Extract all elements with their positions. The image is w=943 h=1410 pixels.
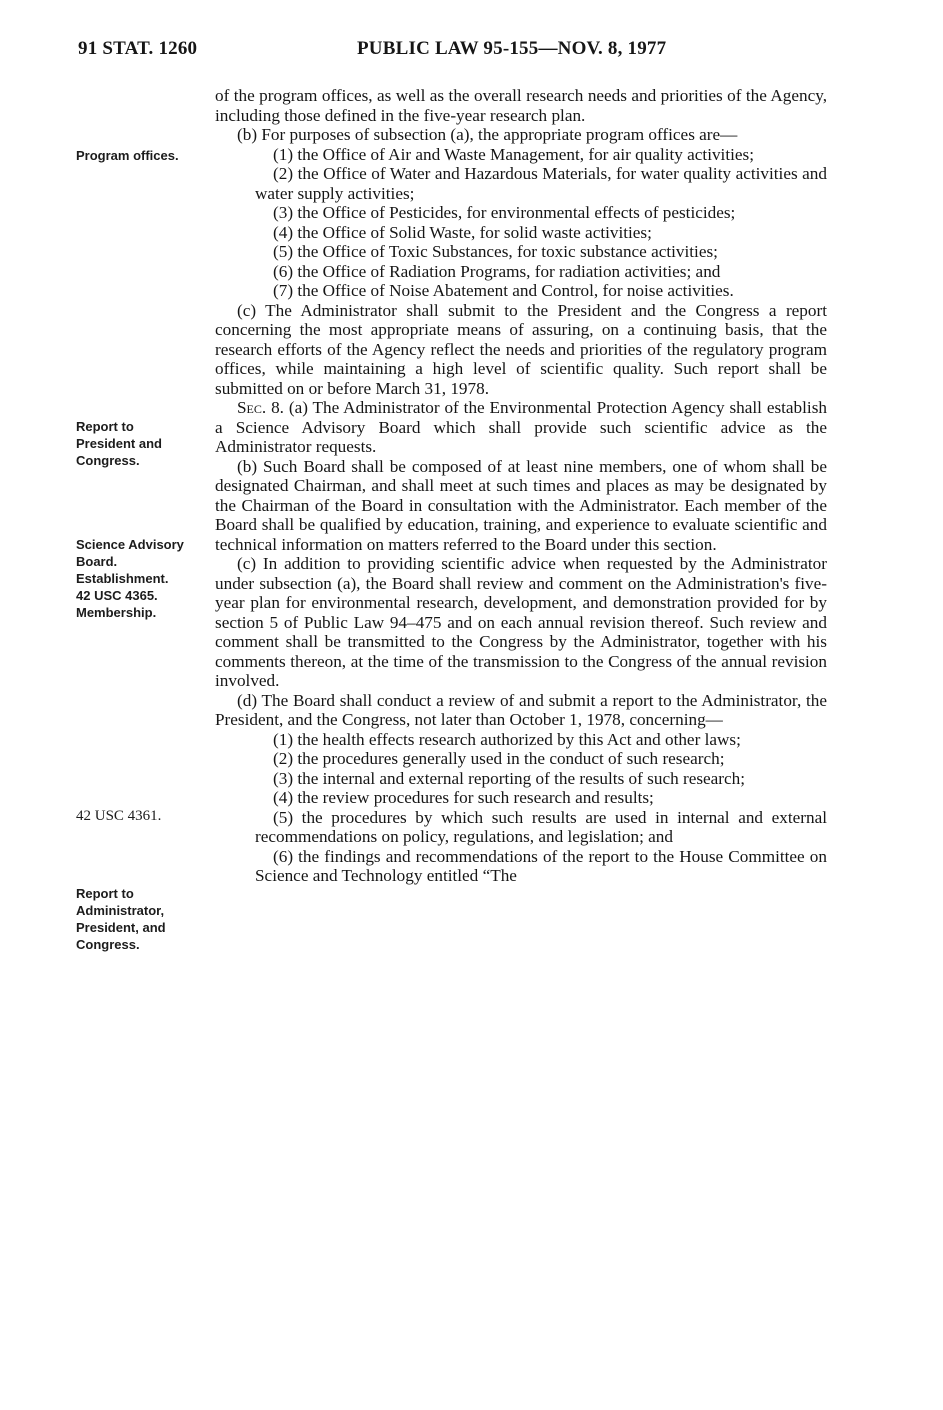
section-8-d: (d) The Board shall conduct a review of and submit a report to the Administrator, the President, and the Congress, not later than October 1, 1978, concerning— [215, 690, 827, 729]
section-8-a-text: (a) The Administrator of the Environmental Protection Agency shall establish a Science Advisory Board which shall provide such scientific advice as the Administrator requests. [215, 398, 827, 456]
section-8-c: (c) In addition to providing scientific advice when requested by the Administrator under subsection (a), the Board shall review and comment on the Administration's five-year plan for environmental research, development, and demonstration provided for by section 5 of Public Law 94–475 and on each annual revision thereof. Such review and comment shall be transmitted to the Congress by the Administrator, together with his comments thereon, at the time of the transmission to the Congress of the annual revision involved. [215, 554, 827, 690]
stat-page-reference: 91 STAT. 1260 [78, 38, 198, 59]
d-item-2: (2) the procedures generally used in the conduct of such research; [273, 749, 725, 768]
d-item-1: (1) the health effects research authorized by this Act and other laws; [273, 729, 741, 749]
margin-note-report-to-administrator: Report to Administrator, President, and Congress. [76, 886, 166, 952]
running-header-title: PUBLIC LAW 95-155—NOV. 8, 1977 [357, 38, 667, 59]
subsection-c-report: (c) The Administrator shall submit to the President and the Congress a report concerning the most appropriate means of assuring, on a continuing basis, that the research efforts of the Agency reflect the needs and priorities of the regulatory program offices, while maintaining a high level of scientific quality. Such report shall be submitted on or before March 31, 1978. [215, 300, 827, 398]
d-item-5: (5) the procedures by which such results are used in internal and external recommendations on policy, regulations, and legislation; and [255, 807, 827, 846]
b-item-4: (4) the Office of Solid Waste, for solid waste activities; [273, 222, 652, 242]
b-item-6: (6) the Office of Radiation Programs, for radiation activities; and [273, 261, 721, 281]
margin-note-usc-4361: 42 USC 4361. [76, 808, 162, 824]
d-item-4: (4) the review procedures for such research and results; [273, 788, 654, 807]
subsection-b-intro: (b) For purposes of subsection (a), the appropriate program offices are— [237, 125, 738, 144]
statute-body-text [215, 86, 827, 886]
b-item-1: (1) the Office of Air and Waste Management, for air quality activities; [273, 144, 754, 164]
margin-note-science-advisory-board: Science Advisory Board. Establishment. 42 USC 4365. Membership. [76, 537, 184, 620]
b-item-3: (3) the Office of Pesticides, for environmental effects of pesticides; [273, 203, 736, 222]
d-item-6: (6) the findings and recommendations of the report to the House Committee on Science and Technology entitled “The [255, 846, 827, 885]
opening-paragraph: of the program offices, as well as the overall research needs and priorities of the Agency, including those defined in the five-year research plan. [215, 86, 827, 125]
d-item-3: (3) the internal and external reporting of the results of such research; [273, 768, 745, 788]
section-8-label: Sec. 8. [237, 398, 284, 417]
margin-note-report-to-president: Report to President and Congress. [76, 419, 162, 468]
margin-note-program-offices: Program offices. [76, 148, 179, 163]
b-item-5: (5) the Office of Toxic Substances, for toxic substance activities; [273, 242, 718, 261]
b-item-7: (7) the Office of Noise Abatement and Control, for noise activities. [273, 281, 734, 300]
section-8-b: (b) Such Board shall be composed of at least nine members, one of whom shall be designated Chairman, and shall meet at such times and places as may be designated by the Chairman of the Board in consultation with the Administrator. Each member of the Board shall be qualified by education, training, and experience to evaluate scientific and technical information on matters referred to the Board under this section. [215, 456, 827, 554]
section-8-a [215, 398, 827, 457]
b-item-2: (2) the Office of Water and Hazardous Materials, for water quality activities and water supply activities; [255, 164, 827, 203]
